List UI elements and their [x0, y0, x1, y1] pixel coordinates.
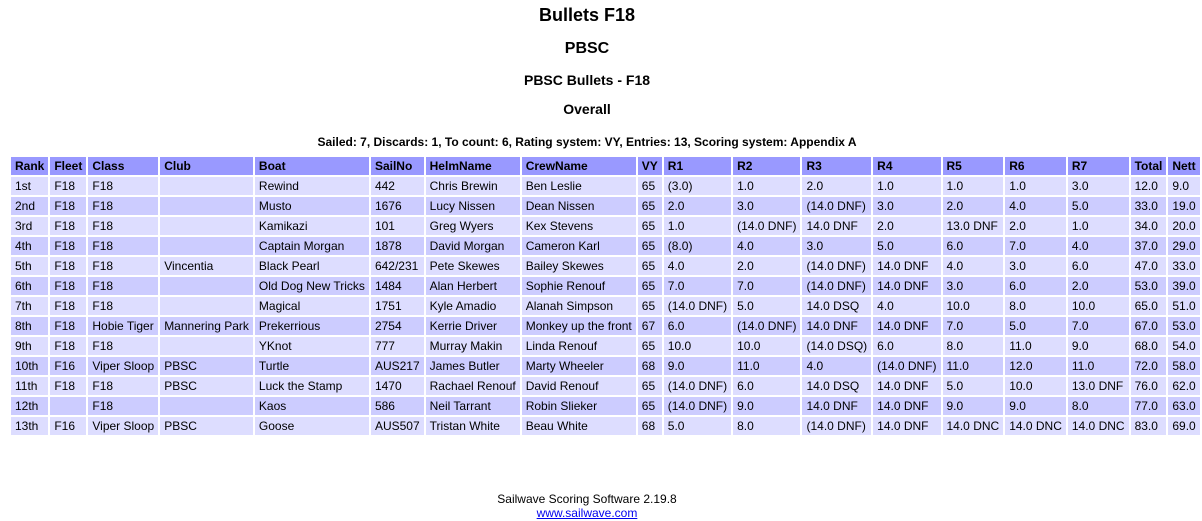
cell-helmname: Murray Makin [426, 337, 520, 355]
cell-vy: 65 [638, 177, 662, 195]
cell-r2: 10.0 [733, 337, 800, 355]
cell-r5: 8.0 [943, 337, 1004, 355]
cell-club [160, 177, 253, 195]
cell-r3: (14.0 DNF) [802, 197, 871, 215]
cell-nett: 62.0 [1168, 377, 1199, 395]
cell-rank: 7th [11, 297, 48, 315]
cell-r5: 7.0 [943, 317, 1004, 335]
cell-r3: 14.0 DSQ [802, 297, 871, 315]
cell-boat: Turtle [255, 357, 369, 375]
cell-helmname: David Morgan [426, 237, 520, 255]
cell-crewname: Marty Wheeler [522, 357, 636, 375]
cell-r4: 14.0 DNF [873, 277, 940, 295]
cell-r6: 3.0 [1005, 257, 1066, 275]
cell-helmname: Pete Skewes [426, 257, 520, 275]
table-row [11, 217, 1200, 235]
cell-boat: Magical [255, 297, 369, 315]
cell-total: 77.0 [1131, 397, 1167, 415]
cell-total: 12.0 [1131, 177, 1167, 195]
column-header-club: Club [160, 157, 253, 175]
cell-r7: 9.0 [1068, 337, 1129, 355]
column-header-total: Total [1131, 157, 1167, 175]
cell-class: Viper Sloop [88, 417, 158, 435]
cell-r1: (14.0 DNF) [664, 297, 731, 315]
cell-r1: 5.0 [664, 417, 731, 435]
cell-class: F18 [88, 397, 158, 415]
cell-r1: 6.0 [664, 317, 731, 335]
cell-helmname: Tristan White [426, 417, 520, 435]
sailwave-link[interactable]: www.sailwave.com [536, 506, 638, 520]
table-row [11, 417, 1200, 435]
cell-vy: 65 [638, 377, 662, 395]
cell-r7: 5.0 [1068, 197, 1129, 215]
cell-boat: Goose [255, 417, 369, 435]
cell-r6: 14.0 DNC [1005, 417, 1066, 435]
cell-r4: 14.0 DNF [873, 397, 940, 415]
cell-r1: 4.0 [664, 257, 731, 275]
cell-helmname: Kerrie Driver [426, 317, 520, 335]
cell-vy: 65 [638, 277, 662, 295]
cell-r1: 2.0 [664, 197, 731, 215]
cell-rank: 6th [11, 277, 48, 295]
cell-fleet: F18 [50, 177, 86, 195]
cell-r7: 13.0 DNF [1068, 377, 1129, 395]
cell-r2: 5.0 [733, 297, 800, 315]
cell-class: F18 [88, 377, 158, 395]
cell-boat: YKnot [255, 337, 369, 355]
cell-r4: 1.0 [873, 177, 940, 195]
cell-class: F18 [88, 197, 158, 215]
cell-r5: 10.0 [943, 297, 1004, 315]
cell-rank: 12th [11, 397, 48, 415]
cell-r6: 9.0 [1005, 397, 1066, 415]
cell-r5: 13.0 DNF [943, 217, 1004, 235]
cell-r7: 4.0 [1068, 237, 1129, 255]
cell-r5: 2.0 [943, 197, 1004, 215]
cell-r3: (14.0 DNF) [802, 417, 871, 435]
cell-crewname: Monkey up the front [522, 317, 636, 335]
cell-helmname: Lucy Nissen [426, 197, 520, 215]
cell-club: PBSC [160, 357, 253, 375]
cell-nett: 29.0 [1168, 237, 1199, 255]
cell-r7: 3.0 [1068, 177, 1129, 195]
cell-sailno: 101 [371, 217, 424, 235]
cell-r6: 12.0 [1005, 357, 1066, 375]
column-header-helmname: HelmName [426, 157, 520, 175]
cell-nett: 9.0 [1168, 177, 1199, 195]
cell-vy: 65 [638, 257, 662, 275]
table-header-row [11, 157, 1200, 175]
cell-club [160, 197, 253, 215]
cell-boat: Black Pearl [255, 257, 369, 275]
column-header-r2: R2 [733, 157, 800, 175]
cell-r1: 7.0 [664, 277, 731, 295]
cell-r3: (14.0 DSQ) [802, 337, 871, 355]
cell-nett: 53.0 [1168, 317, 1199, 335]
cell-helmname: Rachael Renouf [426, 377, 520, 395]
cell-sailno: 777 [371, 337, 424, 355]
cell-r5: 11.0 [943, 357, 1004, 375]
cell-vy: 67 [638, 317, 662, 335]
cell-club: Vincentia [160, 257, 253, 275]
cell-r6: 5.0 [1005, 317, 1066, 335]
cell-r6: 7.0 [1005, 237, 1066, 255]
cell-crewname: Ben Leslie [522, 177, 636, 195]
table-row [11, 397, 1200, 415]
cell-club: Mannering Park [160, 317, 253, 335]
cell-r2: (14.0 DNF) [733, 317, 800, 335]
cell-vy: 68 [638, 417, 662, 435]
cell-r2: 7.0 [733, 277, 800, 295]
section-heading: Overall [563, 101, 611, 117]
cell-rank: 1st [11, 177, 48, 195]
cell-rank: 9th [11, 337, 48, 355]
cell-boat: Prekerrious [255, 317, 369, 335]
table-row [11, 277, 1200, 295]
cell-r6: 8.0 [1005, 297, 1066, 315]
cell-club [160, 337, 253, 355]
cell-helmname: Neil Tarrant [426, 397, 520, 415]
cell-r4: 3.0 [873, 197, 940, 215]
cell-club [160, 217, 253, 235]
column-header-boat: Boat [255, 157, 369, 175]
cell-nett: 39.0 [1168, 277, 1199, 295]
cell-class: Hobie Tiger [88, 317, 158, 335]
cell-r6: 6.0 [1005, 277, 1066, 295]
cell-vy: 65 [638, 217, 662, 235]
cell-total: 65.0 [1131, 297, 1167, 315]
cell-r2: 8.0 [733, 417, 800, 435]
cell-r6: 1.0 [1005, 177, 1066, 195]
cell-r3: 14.0 DNF [802, 317, 871, 335]
cell-helmname: Chris Brewin [426, 177, 520, 195]
cell-r3: 14.0 DNF [802, 217, 871, 235]
cell-total: 33.0 [1131, 197, 1167, 215]
column-header-nett: Nett [1168, 157, 1199, 175]
cell-fleet: F18 [50, 237, 86, 255]
cell-sailno: AUS217 [371, 357, 424, 375]
cell-boat: Rewind [255, 177, 369, 195]
cell-helmname: Greg Wyers [426, 217, 520, 235]
cell-total: 47.0 [1131, 257, 1167, 275]
cell-sailno: 1751 [371, 297, 424, 315]
cell-nett: 51.0 [1168, 297, 1199, 315]
page-title: Bullets F18 [538, 5, 636, 25]
cell-r4: 2.0 [873, 217, 940, 235]
cell-crewname: Linda Renouf [522, 337, 636, 355]
cell-total: 68.0 [1131, 337, 1167, 355]
cell-club [160, 237, 253, 255]
cell-vy: 65 [638, 237, 662, 255]
cell-r3: (14.0 DNF) [802, 277, 871, 295]
cell-rank: 5th [11, 257, 48, 275]
table-row [11, 237, 1200, 255]
cell-sailno: 642/231 [371, 257, 424, 275]
cell-total: 37.0 [1131, 237, 1167, 255]
cell-r4: 14.0 DNF [873, 317, 940, 335]
cell-club [160, 277, 253, 295]
column-header-r6: R6 [1005, 157, 1066, 175]
cell-crewname: Cameron Karl [522, 237, 636, 255]
cell-sailno: 1676 [371, 197, 424, 215]
column-header-crewname: CrewName [522, 157, 636, 175]
column-header-rank: Rank [11, 157, 48, 175]
cell-r4: 4.0 [873, 297, 940, 315]
cell-r7: 7.0 [1068, 317, 1129, 335]
cell-crewname: Robin Slieker [522, 397, 636, 415]
cell-club [160, 297, 253, 315]
cell-helmname: Kyle Amadio [426, 297, 520, 315]
cell-sailno: 1470 [371, 377, 424, 395]
table-row [11, 177, 1200, 195]
cell-class: F18 [88, 177, 158, 195]
cell-boat: Kaos [255, 397, 369, 415]
cell-total: 72.0 [1131, 357, 1167, 375]
cell-fleet: F18 [50, 197, 86, 215]
cell-r5: 3.0 [943, 277, 1004, 295]
cell-r2: 11.0 [733, 357, 800, 375]
cell-r2: 2.0 [733, 257, 800, 275]
cell-rank: 4th [11, 237, 48, 255]
column-header-r4: R4 [873, 157, 940, 175]
cell-nett: 58.0 [1168, 357, 1199, 375]
cell-nett: 54.0 [1168, 337, 1199, 355]
cell-fleet [50, 397, 86, 415]
cell-rank: 3rd [11, 217, 48, 235]
cell-fleet: F18 [50, 257, 86, 275]
cell-r2: 4.0 [733, 237, 800, 255]
cell-rank: 10th [11, 357, 48, 375]
cell-class: F18 [88, 297, 158, 315]
cell-r1: (8.0) [664, 237, 731, 255]
series-summary: Sailed: 7, Discards: 1, To count: 6, Rating system: VY, Entries: 13, Scoring system: Appendix A [317, 135, 857, 149]
cell-vy: 65 [638, 197, 662, 215]
cell-sailno: 442 [371, 177, 424, 195]
cell-r4: 14.0 DNF [873, 257, 940, 275]
cell-rank: 13th [11, 417, 48, 435]
cell-class: F18 [88, 217, 158, 235]
cell-vy: 68 [638, 357, 662, 375]
column-header-r5: R5 [943, 157, 1004, 175]
cell-club: PBSC [160, 417, 253, 435]
cell-r5: 6.0 [943, 237, 1004, 255]
cell-r5: 9.0 [943, 397, 1004, 415]
cell-fleet: F16 [50, 417, 86, 435]
cell-nett: 33.0 [1168, 257, 1199, 275]
cell-boat: Old Dog New Tricks [255, 277, 369, 295]
cell-club: PBSC [160, 377, 253, 395]
cell-r2: 6.0 [733, 377, 800, 395]
cell-boat: Kamikazi [255, 217, 369, 235]
table-row [11, 257, 1200, 275]
column-header-r1: R1 [664, 157, 731, 175]
cell-crewname: Sophie Renouf [522, 277, 636, 295]
results-body [11, 177, 1200, 435]
cell-r6: 11.0 [1005, 337, 1066, 355]
cell-sailno: 1878 [371, 237, 424, 255]
cell-nett: 20.0 [1168, 217, 1199, 235]
cell-r7: 11.0 [1068, 357, 1129, 375]
cell-r6: 10.0 [1005, 377, 1066, 395]
cell-vy: 65 [638, 397, 662, 415]
cell-r2: 1.0 [733, 177, 800, 195]
cell-r6: 4.0 [1005, 197, 1066, 215]
cell-sailno: AUS507 [371, 417, 424, 435]
column-header-r7: R7 [1068, 157, 1129, 175]
cell-r4: 14.0 DNF [873, 377, 940, 395]
cell-r5: 5.0 [943, 377, 1004, 395]
column-header-vy: VY [638, 157, 662, 175]
cell-fleet: F16 [50, 357, 86, 375]
cell-class: F18 [88, 277, 158, 295]
cell-helmname: James Butler [426, 357, 520, 375]
cell-r1: (3.0) [664, 177, 731, 195]
cell-total: 67.0 [1131, 317, 1167, 335]
cell-r4: (14.0 DNF) [873, 357, 940, 375]
table-row [11, 377, 1200, 395]
cell-r5: 14.0 DNC [943, 417, 1004, 435]
cell-fleet: F18 [50, 277, 86, 295]
cell-r3: 3.0 [802, 237, 871, 255]
cell-crewname: Dean Nissen [522, 197, 636, 215]
cell-total: 83.0 [1131, 417, 1167, 435]
cell-boat: Musto [255, 197, 369, 215]
cell-boat: Captain Morgan [255, 237, 369, 255]
cell-boat: Luck the Stamp [255, 377, 369, 395]
club-heading: PBSC [564, 40, 610, 57]
cell-crewname: Alanah Simpson [522, 297, 636, 315]
cell-sailno: 1484 [371, 277, 424, 295]
cell-nett: 19.0 [1168, 197, 1199, 215]
cell-r1: (14.0 DNF) [664, 377, 731, 395]
cell-class: Viper Sloop [88, 357, 158, 375]
cell-fleet: F18 [50, 317, 86, 335]
software-credit: Sailwave Scoring Software 2.19.8 [497, 492, 677, 506]
cell-rank: 11th [11, 377, 48, 395]
cell-r4: 14.0 DNF [873, 417, 940, 435]
cell-r3: 2.0 [802, 177, 871, 195]
cell-r1: 10.0 [664, 337, 731, 355]
column-header-class: Class [88, 157, 158, 175]
cell-r1: 9.0 [664, 357, 731, 375]
cell-r3: 14.0 DNF [802, 397, 871, 415]
cell-r2: (14.0 DNF) [733, 217, 800, 235]
cell-crewname: David Renouf [522, 377, 636, 395]
cell-r4: 6.0 [873, 337, 940, 355]
cell-r2: 9.0 [733, 397, 800, 415]
cell-r7: 6.0 [1068, 257, 1129, 275]
cell-nett: 69.0 [1168, 417, 1199, 435]
cell-r3: 4.0 [802, 357, 871, 375]
cell-fleet: F18 [50, 377, 86, 395]
cell-sailno: 2754 [371, 317, 424, 335]
cell-club [160, 397, 253, 415]
cell-r2: 3.0 [733, 197, 800, 215]
column-header-fleet: Fleet [50, 157, 86, 175]
table-row [11, 317, 1200, 335]
cell-rank: 8th [11, 317, 48, 335]
cell-r3: 14.0 DSQ [802, 377, 871, 395]
cell-fleet: F18 [50, 337, 86, 355]
cell-r7: 8.0 [1068, 397, 1129, 415]
cell-r5: 4.0 [943, 257, 1004, 275]
cell-total: 34.0 [1131, 217, 1167, 235]
table-row [11, 297, 1200, 315]
cell-helmname: Alan Herbert [426, 277, 520, 295]
column-header-sailno: SailNo [371, 157, 424, 175]
cell-r4: 5.0 [873, 237, 940, 255]
cell-fleet: F18 [50, 217, 86, 235]
cell-nett: 63.0 [1168, 397, 1199, 415]
results-table [9, 155, 1202, 437]
cell-crewname: Beau White [522, 417, 636, 435]
cell-rank: 2nd [11, 197, 48, 215]
table-row [11, 357, 1200, 375]
cell-total: 53.0 [1131, 277, 1167, 295]
column-header-r3: R3 [802, 157, 871, 175]
cell-vy: 65 [638, 337, 662, 355]
cell-r5: 1.0 [943, 177, 1004, 195]
series-heading: PBSC Bullets - F18 [523, 72, 651, 88]
cell-r3: (14.0 DNF) [802, 257, 871, 275]
cell-crewname: Kex Stevens [522, 217, 636, 235]
cell-r7: 10.0 [1068, 297, 1129, 315]
cell-class: F18 [88, 237, 158, 255]
cell-crewname: Bailey Skewes [522, 257, 636, 275]
cell-r7: 2.0 [1068, 277, 1129, 295]
cell-vy: 65 [638, 297, 662, 315]
cell-total: 76.0 [1131, 377, 1167, 395]
footer [0, 492, 1174, 520]
cell-r6: 2.0 [1005, 217, 1066, 235]
cell-r1: (14.0 DNF) [664, 397, 731, 415]
cell-fleet: F18 [50, 297, 86, 315]
cell-r7: 1.0 [1068, 217, 1129, 235]
cell-sailno: 586 [371, 397, 424, 415]
cell-r7: 14.0 DNC [1068, 417, 1129, 435]
cell-r1: 1.0 [664, 217, 731, 235]
cell-class: F18 [88, 337, 158, 355]
table-row [11, 197, 1200, 215]
cell-class: F18 [88, 257, 158, 275]
table-row [11, 337, 1200, 355]
